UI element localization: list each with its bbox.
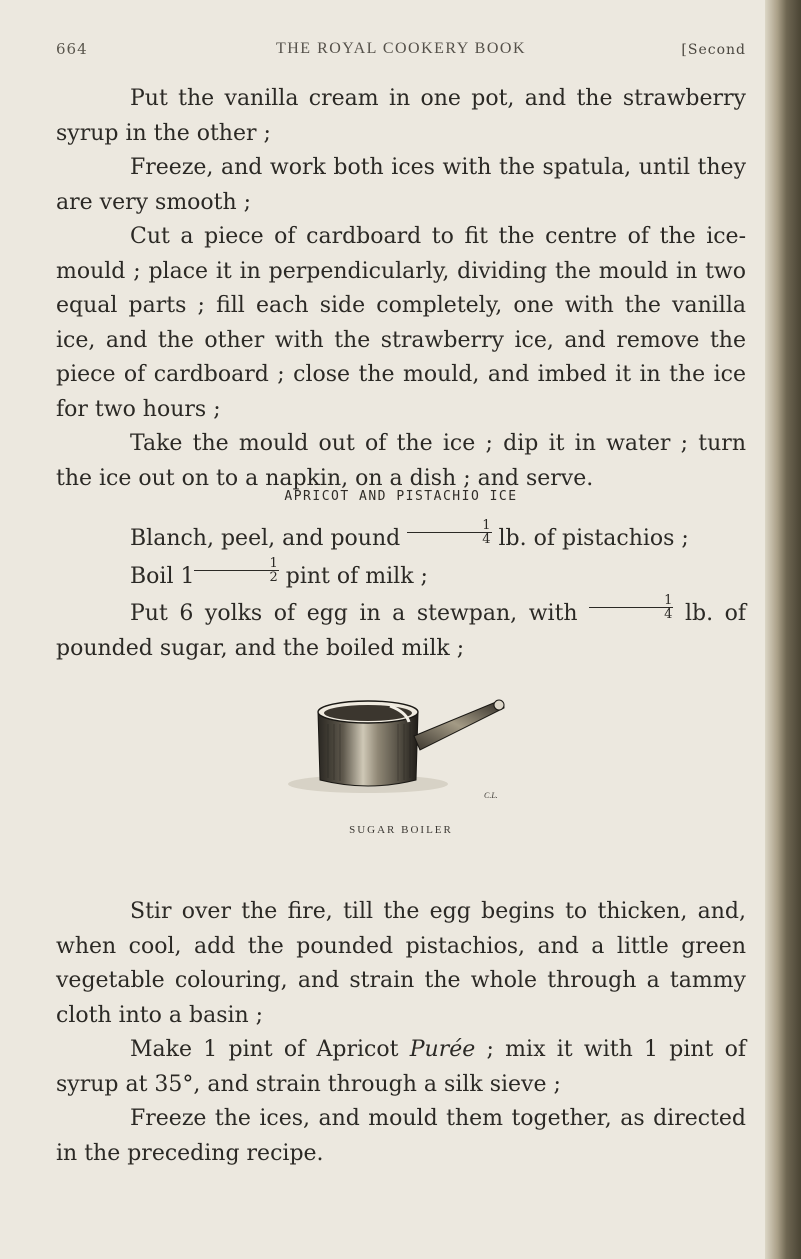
page-header <box>56 40 746 70</box>
step-text: Blanch, peel, and pound <box>130 526 401 551</box>
step-paragraph: Stir over the fire, till the egg begins to thicken, and, when cool, add the pounded pistachios, and a little green vegetable colouring, and strain the whole through a tammy cloth into a basin ; <box>56 899 746 1028</box>
step-italic-term: Purée <box>409 1037 476 1062</box>
step-text: Put 6 yolks of egg in a stewpan, with <box>130 601 578 626</box>
page-number: 664 <box>56 40 88 58</box>
step-text: pint of milk ; <box>285 563 428 589</box>
step-text: ; mix it with 1 pint of syrup at 35°, and strain through a silk sieve ; <box>56 1037 747 1097</box>
recipe-steps <box>56 519 746 666</box>
step-paragraph: Cut a piece of cardboard to fit the centre of the ice-mould ; place it in perpendicularly, dividing the mould in two equal parts ; fill each side completely, one with the vanilla ice, and the other with the strawberry ice, and remove the piece of cardboard ; close the mould, and imbed it in the ice for two hours ; <box>56 224 746 422</box>
sugar-boiler-engraving <box>278 692 522 804</box>
step-paragraph <box>56 1033 746 1102</box>
recipe-title: APRICOT AND PISTACHIO ICE <box>284 489 518 504</box>
fraction-quarter: $\frac{1}{4}$ <box>407 519 491 546</box>
sugar-boiler-illustration <box>278 692 522 804</box>
running-title: THE ROYAL COOKERY BOOK <box>275 40 527 57</box>
fraction-half: $\frac{1}{2}$ <box>194 557 278 584</box>
step-text: Make 1 pint of Apricot <box>130 1037 399 1062</box>
step-paragraph: Put the vanilla cream in one pot, and the strawberry syrup in the other ; <box>56 86 746 146</box>
engraver-mark: C.L. <box>484 791 498 800</box>
page-edge-shadow <box>765 0 801 1259</box>
step-paragraph <box>56 594 746 666</box>
step-text: lb. of pistachios ; <box>498 526 689 551</box>
step-text: lb. of pounded sugar, and the boiled milk ; <box>56 601 746 661</box>
step-paragraph: Take the mould out of the ice ; dip it in water ; turn the ice out on to a napkin, on a dish ; and serve. <box>56 431 746 491</box>
intro-steps <box>56 82 746 496</box>
figure-caption: SUGAR BOILER <box>349 824 453 836</box>
step-paragraph: Freeze, and work both ices with the spatula, until they are very smooth ; <box>56 155 746 215</box>
step-text: Boil 1 <box>130 563 195 589</box>
step-paragraph <box>56 519 746 557</box>
section-mark: [Second <box>681 42 746 58</box>
step-paragraph: Freeze the ices, and mould them together, as directed in the preceding recipe. <box>56 1106 746 1166</box>
step-paragraph <box>56 557 746 595</box>
final-steps <box>56 895 746 1171</box>
fraction-quarter: $\frac{1}{4}$ <box>589 594 673 621</box>
